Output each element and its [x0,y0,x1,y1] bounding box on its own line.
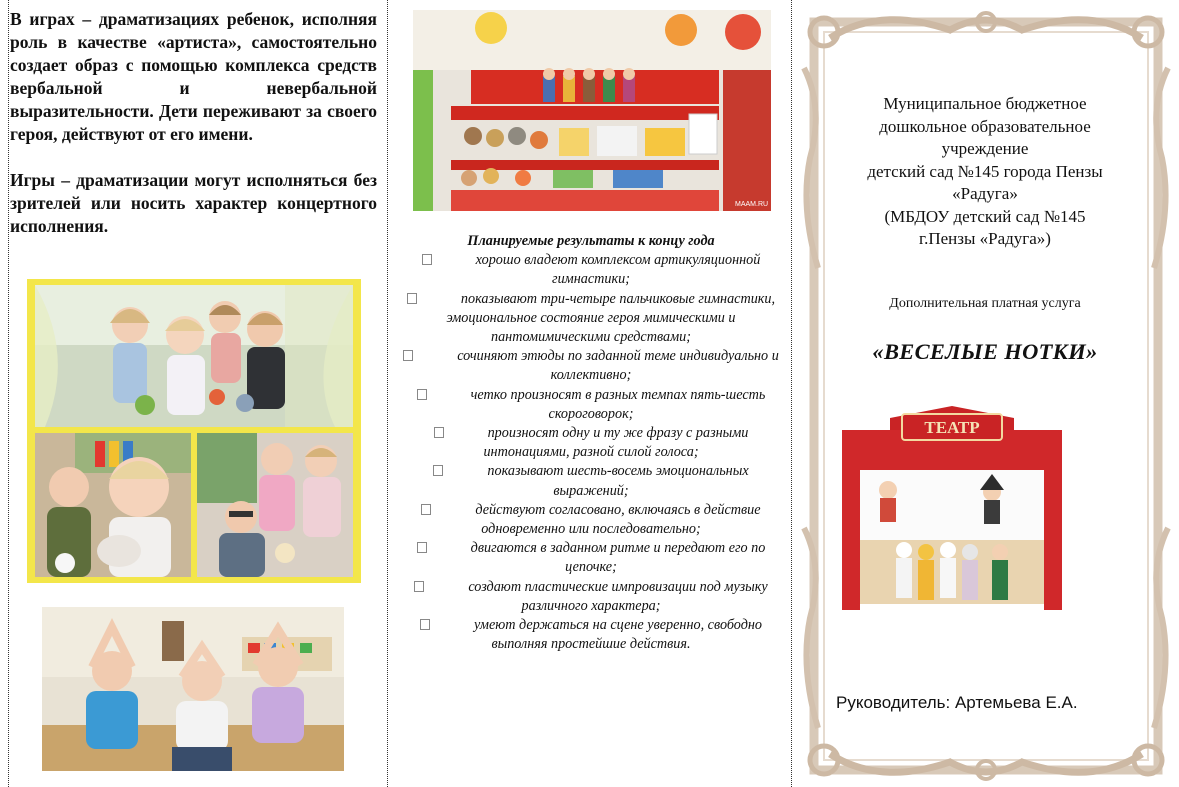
institution-line: Муниципальное бюджетное [883,94,1087,113]
institution-line: «Радуга» [952,184,1018,203]
left-paragraph-2: Игры – драматизации могут исполняться без зрителей или носить характер концертного исполнения. [10,170,377,236]
institution-line: учреждение [941,139,1029,158]
result-item: произносят одну и ту же фразу с разными интонациями, разной силой голоса; [396,424,786,462]
checkbox-icon [403,350,413,361]
collage-photo-bottom-right [197,433,353,577]
divider-left [8,0,9,787]
photo-watermark: MAAM.RU [735,201,769,208]
checkbox-icon [417,389,427,400]
result-item: показывают три-четыре пальчиковые гимнастики, эмоциональное состояние героя мимическими и пантомимическими средствами; [396,290,786,348]
result-item: четко произносят в разных темпах пять-шесть скороговорок; [396,386,786,424]
checkbox-icon [414,581,424,592]
result-item: двигаются в заданном ритме и передают его по цепочке; [396,539,786,577]
service-label: Дополнительная платная услуга [889,296,1081,311]
result-item: действуют согласовано, включаясь в действие одновременно или последовательно; [396,501,786,539]
checkbox-icon [422,254,432,265]
result-item: хорошо владеют комплексом артикуляционной гимнастики; [396,251,786,289]
institution-line: г.Пензы «Радуга») [919,229,1051,248]
left-paragraph-1: В играх – драматизациях ребенок, исполняя роль в качестве «артиста», самостоятельно создает образ с помощью комплекса средств вербальной и невербальной выразительности. Дети переживают за своего героя, действуют от его имени. [10,9,377,144]
checkbox-icon [407,293,417,304]
brochure-title: «ВЕСЕЛЫЕ НОТКИ» [872,339,1098,364]
checkbox-icon [433,465,443,476]
checkbox-icon [434,427,444,438]
children-photo-collage [27,279,361,583]
collage-photo-top [35,285,353,427]
divider-2 [791,0,792,787]
leader-name: Руководитель: Артемьева Е.А. [836,693,1078,712]
institution-line: (МБДОУ детский сад №145 [884,206,1086,226]
checkbox-icon [420,619,430,630]
theatre-sign: ТЕАТР [924,418,980,437]
puppet-theatre-illustration [830,400,1074,618]
puppet-theatre-shelf-photo [413,10,771,211]
institution-line: детский сад №145 города Пензы [867,161,1103,181]
divider-1 [387,0,388,787]
result-item: создают пластические импровизации под музыку различного характера; [396,578,786,616]
left-panel-text [10,8,377,238]
result-item: умеют держаться на сцене уверенно, свободно выполняя простейшие действия. [396,616,786,654]
checkbox-icon [417,542,427,553]
institution-name [820,93,1150,251]
institution-line: дошкольное образовательное [879,116,1091,136]
result-item: сочиняют этюды по заданной теме индивидуально и коллективно; [396,347,786,385]
planned-results-heading: Планируемые результаты к концу года [467,233,715,249]
children-exercise-photo [42,607,344,771]
result-item: показывают шесть-восемь эмоциональных выражений; [396,462,786,500]
planned-results [396,232,786,654]
checkbox-icon [421,504,431,515]
collage-photo-bottom-left [35,433,191,577]
